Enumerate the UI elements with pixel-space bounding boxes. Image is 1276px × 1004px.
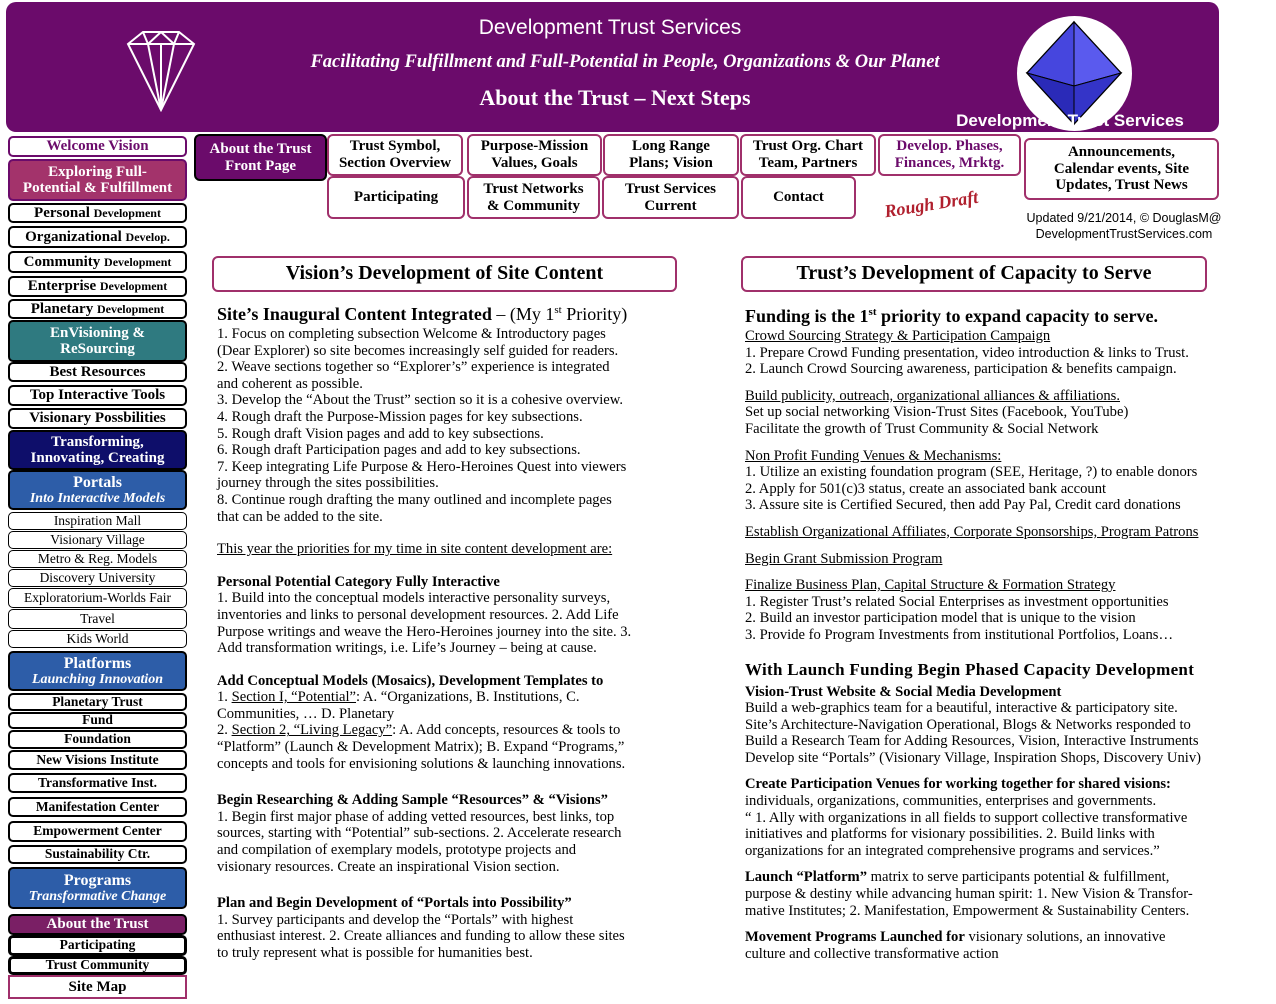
sidebar-best-resources[interactable]: Best Resources xyxy=(8,362,187,382)
crowd-title: Crowd Sourcing Strategy & Participation Campaign xyxy=(745,328,1051,344)
brand-caption: Development Trust Services xyxy=(956,111,1184,130)
venues-line: initiatives and platforms for visionary possibilities. 2. Build links with xyxy=(745,826,1155,843)
site-subtitle: Facilitating Fulfillment and Full-Potential in People, Organizations & Our Planet xyxy=(310,52,940,72)
priority-step: 3. Develop the “About the Trust” section so it is a cohesive overview. xyxy=(217,392,623,409)
crowd-line: 1. Prepare Crowd Funding presentation, video introduction & links to Trust. xyxy=(745,344,1189,361)
sidebar-visionary-village[interactable]: Visionary Village xyxy=(8,531,187,549)
left-section-heading: Vision’s Development of Site Content xyxy=(212,256,677,292)
personal-potential-line: Add transformation writings, i.e. Life’s Journey – being at cause. xyxy=(217,640,597,657)
sidebar-planetary[interactable]: Planetary Development xyxy=(8,299,187,319)
sidebar-discovery-university[interactable]: Discovery University xyxy=(8,569,187,587)
business-line: 3. Provide fo Program Investments from institutional Portfolios, Loans… xyxy=(745,626,1174,643)
sidebar-community[interactable]: Community Development xyxy=(8,251,187,273)
updated-note: Updated 9/21/2014, © DouglasM@ DevelopmentTrustServices.com xyxy=(1026,211,1222,241)
priority-step: and coherent as possible. xyxy=(217,375,363,392)
priority-step: 5. Rough draft Vision pages and add to key subsections. xyxy=(217,425,544,442)
website-line: Build a web-graphics team for a beautiful, interactive & participatory site. xyxy=(745,700,1178,717)
launch-platform-line: mative Institutes; 2. Manifestation, Empowerment & Sustainability Centers. xyxy=(745,902,1190,919)
venues-line: “ 1. Ally with organizations in all fields to support collective transformative xyxy=(745,809,1188,826)
nav-announcements[interactable]: Announcements, Calendar events, Site Updates, Trust News xyxy=(1024,138,1219,200)
business-line: 2. Build an investor participation model that is unique to the vision xyxy=(745,610,1136,627)
website-line: Build a Research Team for Adding Resources, Vision, Interactive Instruments xyxy=(745,733,1199,750)
left-column xyxy=(217,298,697,962)
personal-potential-title: Personal Potential Category Fully Interactive xyxy=(217,573,500,590)
rough-draft-label: Rough Draft xyxy=(882,186,980,222)
sidebar-travel[interactable]: Travel xyxy=(8,609,187,629)
launch-platform-line: purpose & destiny while advancing human spirit: 1. New Vision & Transfor- xyxy=(745,886,1193,903)
nav-long-range[interactable]: Long Range Plans; Vision xyxy=(603,134,739,176)
priority-step: (Dear Explorer) so site becomes increasingly self guided for readers. xyxy=(217,342,619,359)
sidebar-kids-world[interactable]: Kids World xyxy=(8,630,187,648)
sidebar-transformative-inst[interactable]: Transformative Inst. xyxy=(8,773,187,793)
sidebar-trust-community[interactable]: Trust Community xyxy=(8,956,187,975)
sidebar-platforms[interactable]: Platforms Launching Innovation xyxy=(8,651,187,691)
sidebar-participating[interactable]: Participating xyxy=(8,935,187,956)
research-line: sources, starting with “Potential” sub-sections. 2. Accelerate research xyxy=(217,825,622,842)
priority-step: 4. Rough draft the Purpose-Mission pages for key subsections. xyxy=(217,408,583,425)
personal-potential-line: inventories and links to personal development resources. 2. Add Life xyxy=(217,606,619,623)
sidebar-inspiration-mall[interactable]: Inspiration Mall xyxy=(8,512,187,530)
nav-trust-symbol[interactable]: Trust Symbol, Section Overview xyxy=(327,134,463,176)
sidebar-personal[interactable]: Personal Development xyxy=(8,203,187,223)
nav-trust-services[interactable]: Trust Services Current xyxy=(602,176,739,219)
priority-step: 2. Weave sections together so “Explorer’s” experience is integrated xyxy=(217,359,610,376)
conceptual-models-line: concepts and tools for envisioning solutions & launching innovations. xyxy=(217,755,626,772)
nav-trust-networks[interactable]: Trust Networks & Community xyxy=(467,176,600,219)
portals-line: to truly represent what is possible for humanities best. xyxy=(217,945,533,961)
priority-step: journey through the sites possibilities. xyxy=(217,475,439,492)
nav-participating[interactable]: Participating xyxy=(327,176,465,219)
affiliates-title: Establish Organizational Affiliates, Corporate Sponsorships, Program Patrons xyxy=(745,523,1199,540)
sidebar-portals[interactable]: Portals Into Interactive Models xyxy=(8,470,187,510)
nav-org-chart[interactable]: Trust Org. Chart Team, Partners xyxy=(740,134,876,176)
sidebar-organizational[interactable]: Organizational Develop. xyxy=(8,226,187,248)
sidebar-about-trust[interactable]: About the Trust xyxy=(8,914,187,935)
section-living-legacy-link[interactable]: Section 2, “Living Legacy” xyxy=(231,722,393,739)
launch-funding-heading: With Launch Funding Begin Phased Capacity Development xyxy=(745,659,1195,679)
publicity-line: Set up social networking Vision-Trust Sites (Facebook, YouTube) xyxy=(745,404,1129,421)
right-column xyxy=(745,300,1273,962)
sidebar-planetary-trust[interactable]: Planetary Trust xyxy=(8,693,187,711)
publicity-title: Build publicity, outreach, organizational alliances & affiliations. xyxy=(745,387,1121,404)
sidebar-envisioning[interactable]: EnVisioning & ReSourcing xyxy=(8,320,187,362)
crowd-line: 2. Launch Crowd Sourcing awareness, participation & benefits campaign. xyxy=(745,361,1177,378)
nav-develop-phases[interactable]: Develop. Phases, Finances, Mrktg. xyxy=(878,134,1021,176)
nonprofit-line: 2. Apply for 501(c)3 status, create an associated bank account xyxy=(745,480,1107,497)
conceptual-models-line: 2. Section 2, “Living Legacy”: A. Add concepts, resources & tools to xyxy=(217,722,621,739)
website-line: Develop site “Portals” (Visionary Village, Inspiration Shops, Discovery Univ) xyxy=(745,749,1201,766)
research-line: 1. Begin first major phase of adding vetted resources, best links, top xyxy=(217,808,615,825)
sidebar-metro-models[interactable]: Metro & Reg. Models xyxy=(8,550,187,568)
sidebar-site-map[interactable]: Site Map xyxy=(8,975,187,999)
priority-step: 7. Keep integrating Life Purpose & Hero-Heroines Quest into viewers xyxy=(217,458,627,475)
sidebar-transforming[interactable]: Transforming, Innovating, Creating xyxy=(8,430,187,470)
sidebar-programs[interactable]: Programs Transformative Change xyxy=(8,867,187,909)
nav-purpose-mission[interactable]: Purpose-Mission Values, Goals xyxy=(467,134,602,176)
sidebar-manifestation-center[interactable]: Manifestation Center xyxy=(8,797,187,817)
research-line: visionary resources. Create an inspirational Vision section. xyxy=(217,858,560,875)
section-potential-link[interactable]: Section I, “Potential” xyxy=(231,689,357,706)
right-section-heading: Trust’s Development of Capacity to Serve xyxy=(741,256,1207,292)
conceptual-models-title: Add Conceptual Models (Mosaics), Development Templates to xyxy=(217,672,604,689)
sidebar-empowerment-center[interactable]: Empowerment Center xyxy=(8,821,187,842)
venues-line: organizations for an integrated comprehensive programs and services.” xyxy=(745,842,1160,859)
website-line: Site’s Architecture-Navigation Operational, Blogs & Networks responded to xyxy=(745,716,1191,733)
launch-platform-line: Launch “Platform” matrix to serve participants potential & fulfillment, xyxy=(745,869,1170,886)
portals-line: enthusiast interest. 2. Create alliances and funding to allow these sites xyxy=(217,928,625,945)
sidebar-foundation[interactable]: Foundation xyxy=(8,730,187,749)
research-line: and compilation of exemplary models, prototype projects and xyxy=(217,842,577,859)
page-title: About the Trust – Next Steps xyxy=(479,85,751,110)
sidebar-sustainability-ctr[interactable]: Sustainability Ctr. xyxy=(8,845,187,864)
priority-heading: Site’s Inaugural Content Integrated – (My 1st Priority) xyxy=(217,304,628,324)
sidebar-fund[interactable]: Fund xyxy=(8,712,187,729)
personal-potential-line: 1. Build into the conceptual models interactive personality surveys, xyxy=(217,590,611,607)
conceptual-models-line: 1. Section I, “Potential”: A. “Organizations, B. Institutions, C. xyxy=(217,689,580,706)
nav-contact[interactable]: Contact xyxy=(741,176,856,219)
priority-step: 6. Rough draft Participation pages and add to key subsections. xyxy=(217,442,581,459)
business-plan-title: Finalize Business Plan, Capital Structure & Formation Strategy xyxy=(745,577,1116,594)
portals-line: 1. Survey participants and develop the “Portals” with highest xyxy=(217,911,574,928)
conceptual-models-line: Communities, … D. Planetary xyxy=(217,705,395,722)
personal-potential-line: Purpose writings and weave the Hero-Heroines journey into the site. 3. xyxy=(217,623,632,640)
nav-front-page[interactable]: About the Trust Front Page xyxy=(194,134,327,181)
nonprofit-title: Non Profit Funding Venues & Mechanisms: xyxy=(745,447,1002,464)
priority-step: 8. Continue rough drafting the many outlined and incomplete pages xyxy=(217,491,612,508)
portals-title: Plan and Begin Development of “Portals into Possibility” xyxy=(217,895,572,912)
movement-line: Movement Programs Launched for visionary solutions, an innovative xyxy=(745,929,1166,946)
conceptual-models-line: “Platform” (Launch & Development Matrix); B. Expand “Programs,” xyxy=(217,739,625,756)
sidebar-new-visions-institute[interactable]: New Visions Institute xyxy=(8,750,187,770)
movement-line: culture and collective transformative action xyxy=(745,945,999,962)
diamond-icon xyxy=(118,30,204,112)
priority-step: 1. Focus on completing subsection Welcome & Introductory pages xyxy=(217,326,606,342)
nonprofit-line: 3. Assure site is Certified Secured, then add Pay Pal, Credit card donations xyxy=(745,497,1181,514)
funding-heading: Funding is the 1st priority to expand capacity to serve. xyxy=(745,306,1158,326)
sidebar-visionary-possibilities[interactable]: Visionary Possbilities xyxy=(8,408,187,429)
website-title: Vision-Trust Website & Social Media Development xyxy=(745,683,1062,700)
nonprofit-line: 1. Utilize an existing foundation program (SEE, Heritage, ?) to enable donors xyxy=(745,464,1198,481)
priority-step: that can be added to the site. xyxy=(217,508,383,525)
sidebar-exploring[interactable]: Exploring Full- Potential & Fulfillment xyxy=(8,159,187,201)
grant-title: Begin Grant Submission Program xyxy=(745,550,943,567)
this-year-note: This year the priorities for my time in site content development are: xyxy=(217,541,613,558)
venues-title: Create Participation Venues for working together for shared visions: xyxy=(745,776,1171,793)
sidebar-welcome-vision[interactable]: Welcome Vision xyxy=(8,136,187,157)
venues-line: individuals, organizations, communities, enterprises and governments. xyxy=(745,793,1157,810)
research-title: Begin Researching & Adding Sample “Resources” & “Visions” xyxy=(217,792,608,809)
sidebar-exploratorium[interactable]: Exploratorium-Worlds Fair xyxy=(8,588,187,608)
site-title: Development Trust Services xyxy=(478,16,742,39)
business-line: 1. Register Trust’s related Social Enterprises as investment opportunities xyxy=(745,593,1169,610)
publicity-line: Facilitate the growth of Trust Community & Social Network xyxy=(745,420,1099,437)
sidebar-top-interactive-tools[interactable]: Top Interactive Tools xyxy=(8,385,187,406)
sidebar-enterprise[interactable]: Enterprise Development xyxy=(8,276,187,297)
